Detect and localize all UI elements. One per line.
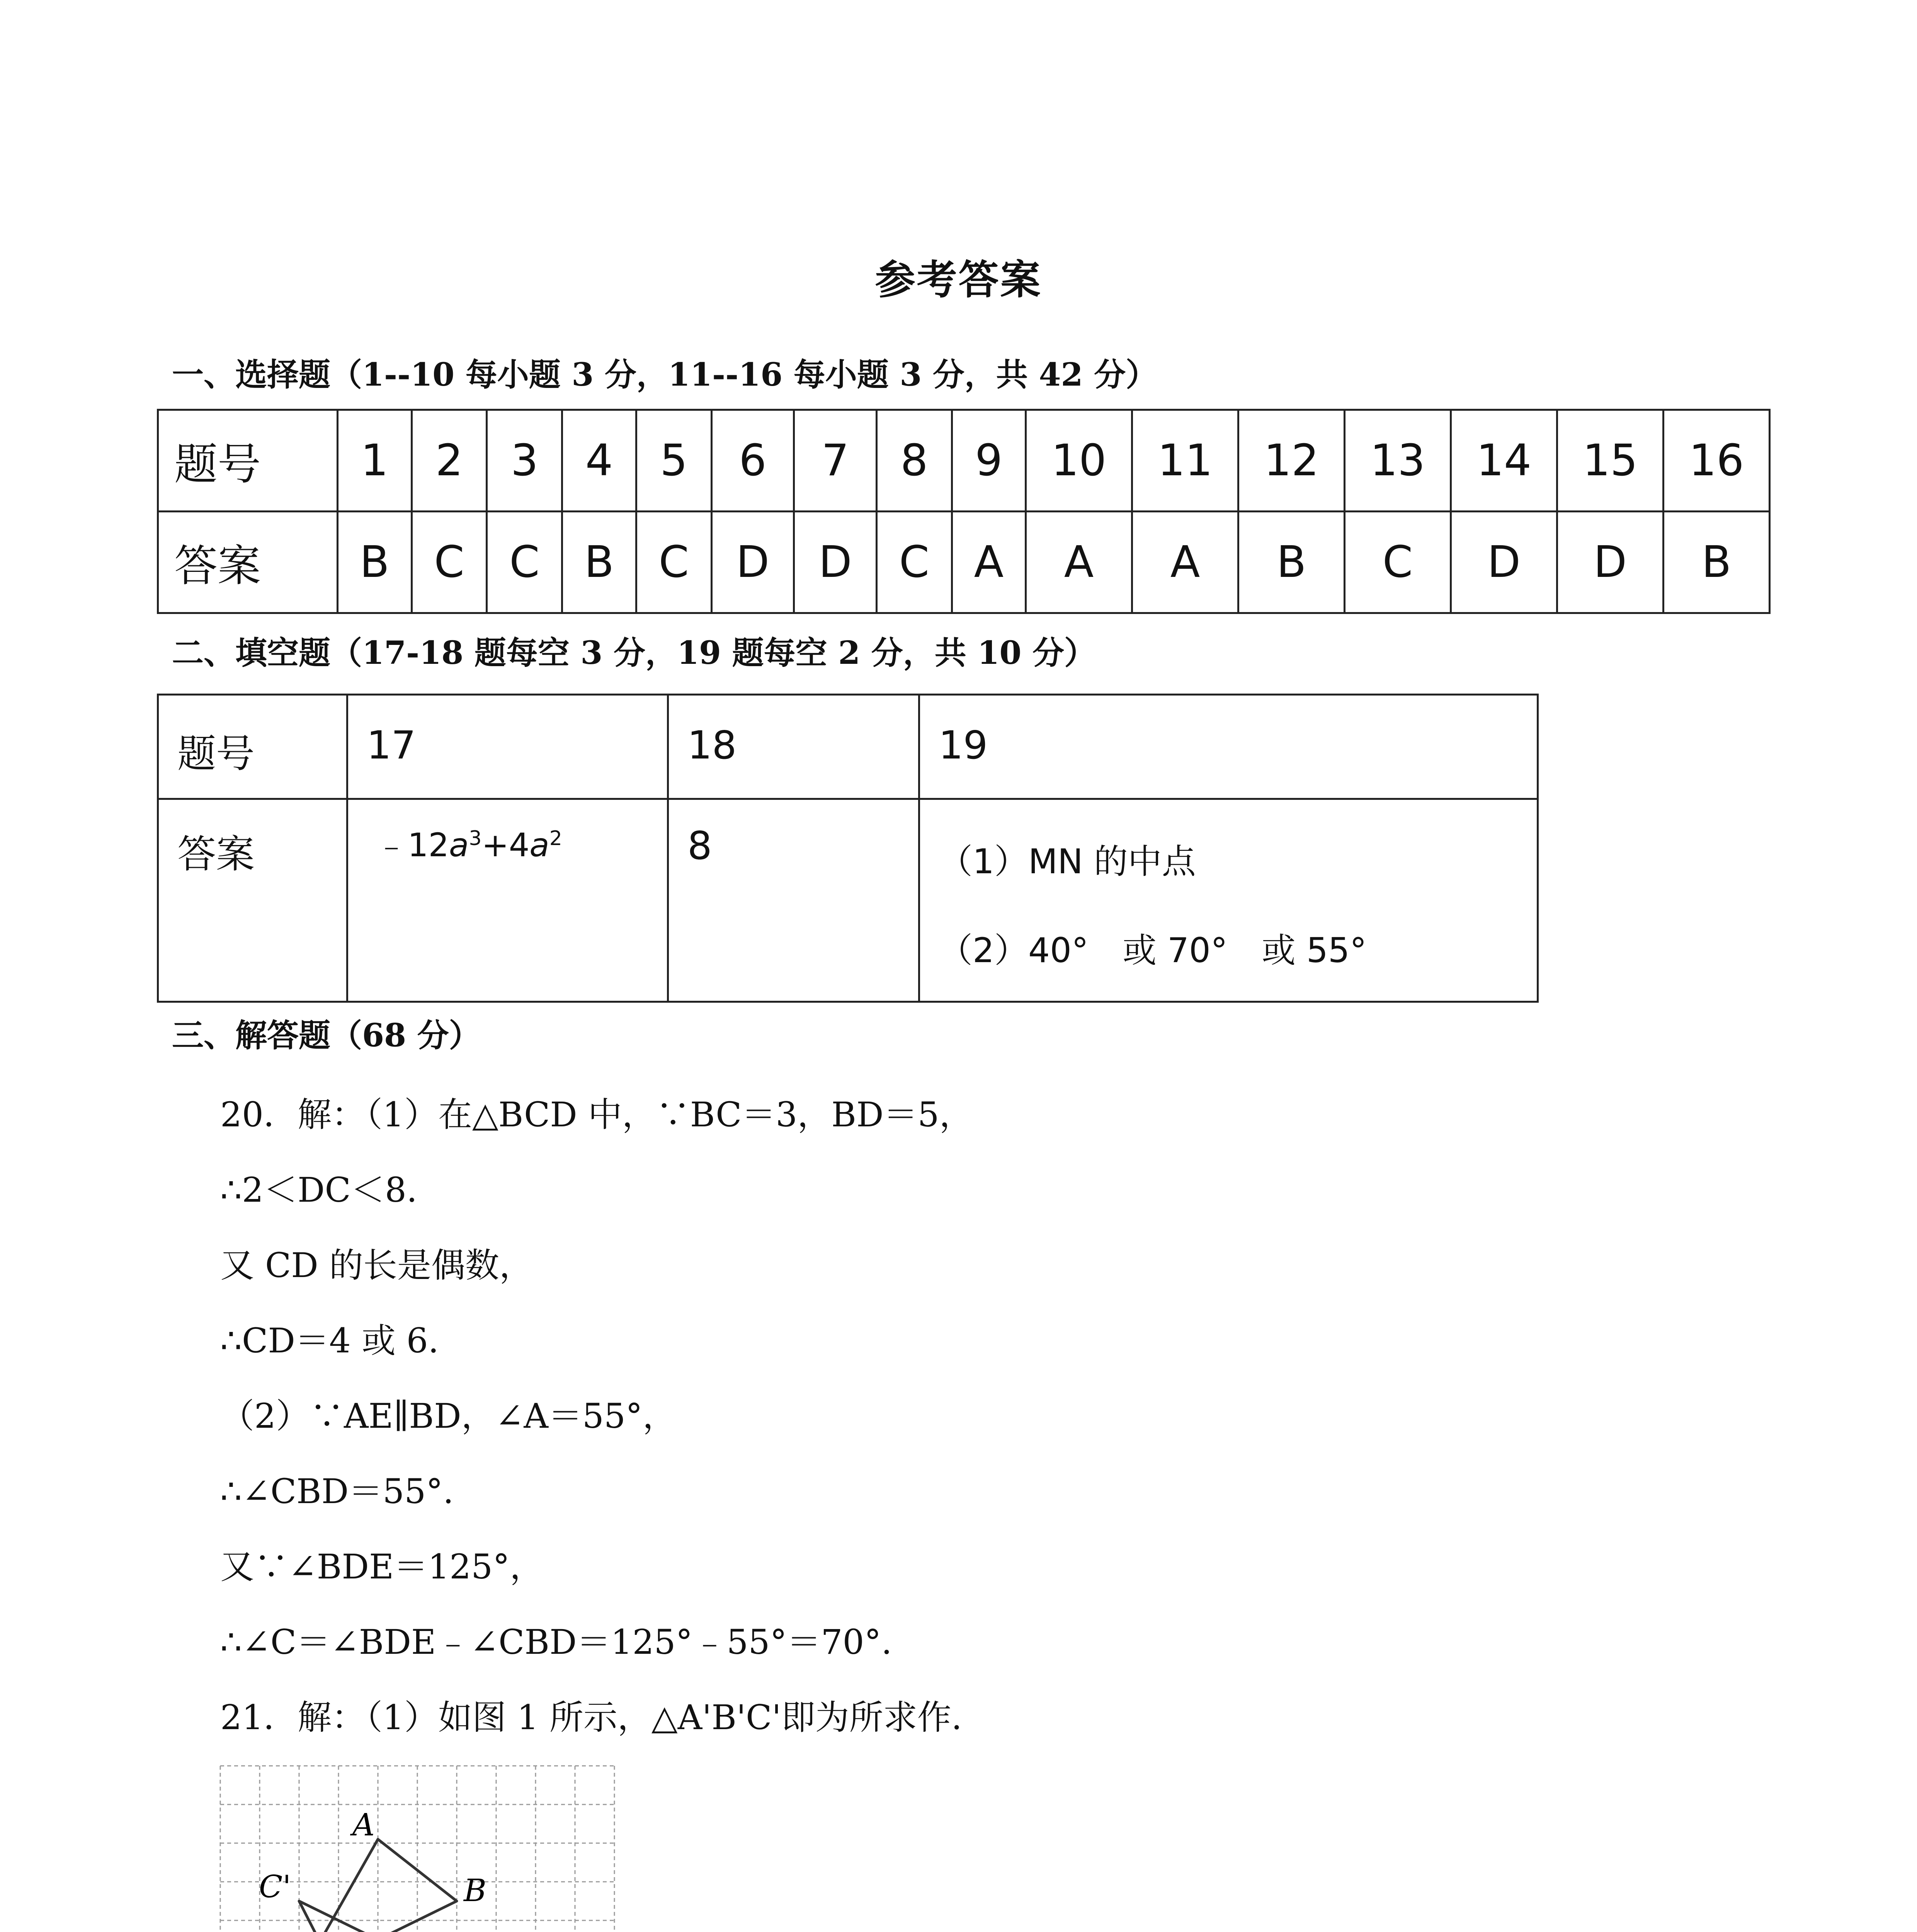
answer-cell: C [412, 512, 487, 613]
solution-line: 21．解：（1）如图 1 所示，△A'B'C'即为所求作. [220, 1697, 962, 1737]
answer-cell: A [952, 512, 1026, 613]
answer-cell: B [562, 512, 636, 613]
table-row-numbers [158, 695, 1538, 799]
answer-19-part2: （2）40° 或 70° 或 55° [939, 930, 1367, 970]
section1-heading: 一、选择题（1--10 每小题 3 分，11--16 每小题 3 分，共 42 分） [172, 356, 1158, 393]
answer-cell: D [1451, 512, 1557, 613]
answer-cell: B [1664, 512, 1770, 613]
number-cell: 11 [1132, 410, 1238, 512]
solution-line: ∴CD＝4 或 6. [220, 1321, 439, 1361]
answer-cell: C [877, 512, 952, 613]
answer-cell: D [711, 512, 794, 613]
number-cell: 15 [1557, 410, 1664, 512]
answer-17-exp: 3 [469, 827, 482, 850]
answer-19 [919, 799, 1538, 1002]
number-cell: 9 [952, 410, 1026, 512]
number-cell: 17 [347, 695, 668, 799]
section2-heading: 二、填空题（17-18 题每空 3 分，19 题每空 2 分，共 10 分） [172, 634, 1096, 672]
answer-17-exp2: 2 [549, 827, 562, 850]
answer-17-var2: a [529, 826, 549, 864]
solution-line: ∴∠C＝∠BDE﹣∠CBD＝125°﹣55°＝70°. [220, 1622, 892, 1662]
answer-17-var: a [449, 826, 469, 864]
choice-answer-table [157, 409, 1771, 614]
label-a: A [352, 1807, 375, 1843]
number-cell: 12 [1238, 410, 1345, 512]
answer-cell: C [1345, 512, 1451, 613]
answer-cell: D [1557, 512, 1664, 613]
solution-line: 又∵∠BDE＝125°， [220, 1547, 544, 1587]
row-label-number: 题号 [158, 695, 347, 799]
answer-cell: C [636, 512, 711, 613]
fill-answer-table [157, 694, 1539, 1003]
answer-cell: B [1238, 512, 1345, 613]
number-cell: 14 [1451, 410, 1557, 512]
number-cell: 5 [636, 410, 711, 512]
number-cell: 4 [562, 410, 636, 512]
row-label-answer: 答案 [158, 512, 338, 613]
grid-lines [220, 1766, 614, 1932]
answer-17-coef: ﹣12 [375, 826, 449, 864]
row-label-number: 题号 [158, 410, 338, 512]
row-label-answer: 答案 [158, 799, 347, 1002]
label-c-prime: C' [259, 1869, 291, 1905]
answer-18: 8 [668, 799, 919, 1002]
number-cell: 10 [1026, 410, 1132, 512]
solution-line: （2）∵AE∥BD，∠A＝55°， [220, 1396, 677, 1436]
figure-1-grid [216, 1762, 626, 1932]
table-row-numbers [158, 410, 1770, 512]
section3-heading: 三、解答题（68 分） [172, 1017, 481, 1054]
label-b: B [464, 1872, 486, 1908]
answer-cell: A [1132, 512, 1238, 613]
solution-line: 又 CD 的长是偶数， [220, 1245, 533, 1285]
number-cell: 6 [711, 410, 794, 512]
solution-line: ∴∠CBD＝55°. [220, 1471, 454, 1511]
number-cell: 19 [919, 695, 1538, 799]
number-cell: 7 [794, 410, 877, 512]
answer-cell: A [1026, 512, 1132, 613]
number-cell: 2 [412, 410, 487, 512]
table-row-answers [158, 799, 1538, 1002]
answer-17-term: +4 [481, 826, 530, 864]
page-title: 参考答案 [875, 256, 1042, 303]
number-cell: 13 [1345, 410, 1451, 512]
solution-line: ∴2＜DC＜8. [220, 1170, 417, 1210]
number-cell: 1 [338, 410, 412, 512]
table-row-answers [158, 512, 1770, 613]
number-cell: 18 [668, 695, 919, 799]
number-cell: 3 [487, 410, 562, 512]
number-cell: 16 [1664, 410, 1770, 512]
answer-cell: C [487, 512, 562, 613]
answer-19-part1: （1）MN 的中点 [939, 842, 1196, 881]
answer-cell: D [794, 512, 877, 613]
answer-cell: B [338, 512, 412, 613]
number-cell: 8 [877, 410, 952, 512]
answer-17 [347, 799, 668, 1002]
solution-line: 20．解：（1）在△BCD 中，∵BC＝3，BD＝5， [220, 1095, 973, 1134]
